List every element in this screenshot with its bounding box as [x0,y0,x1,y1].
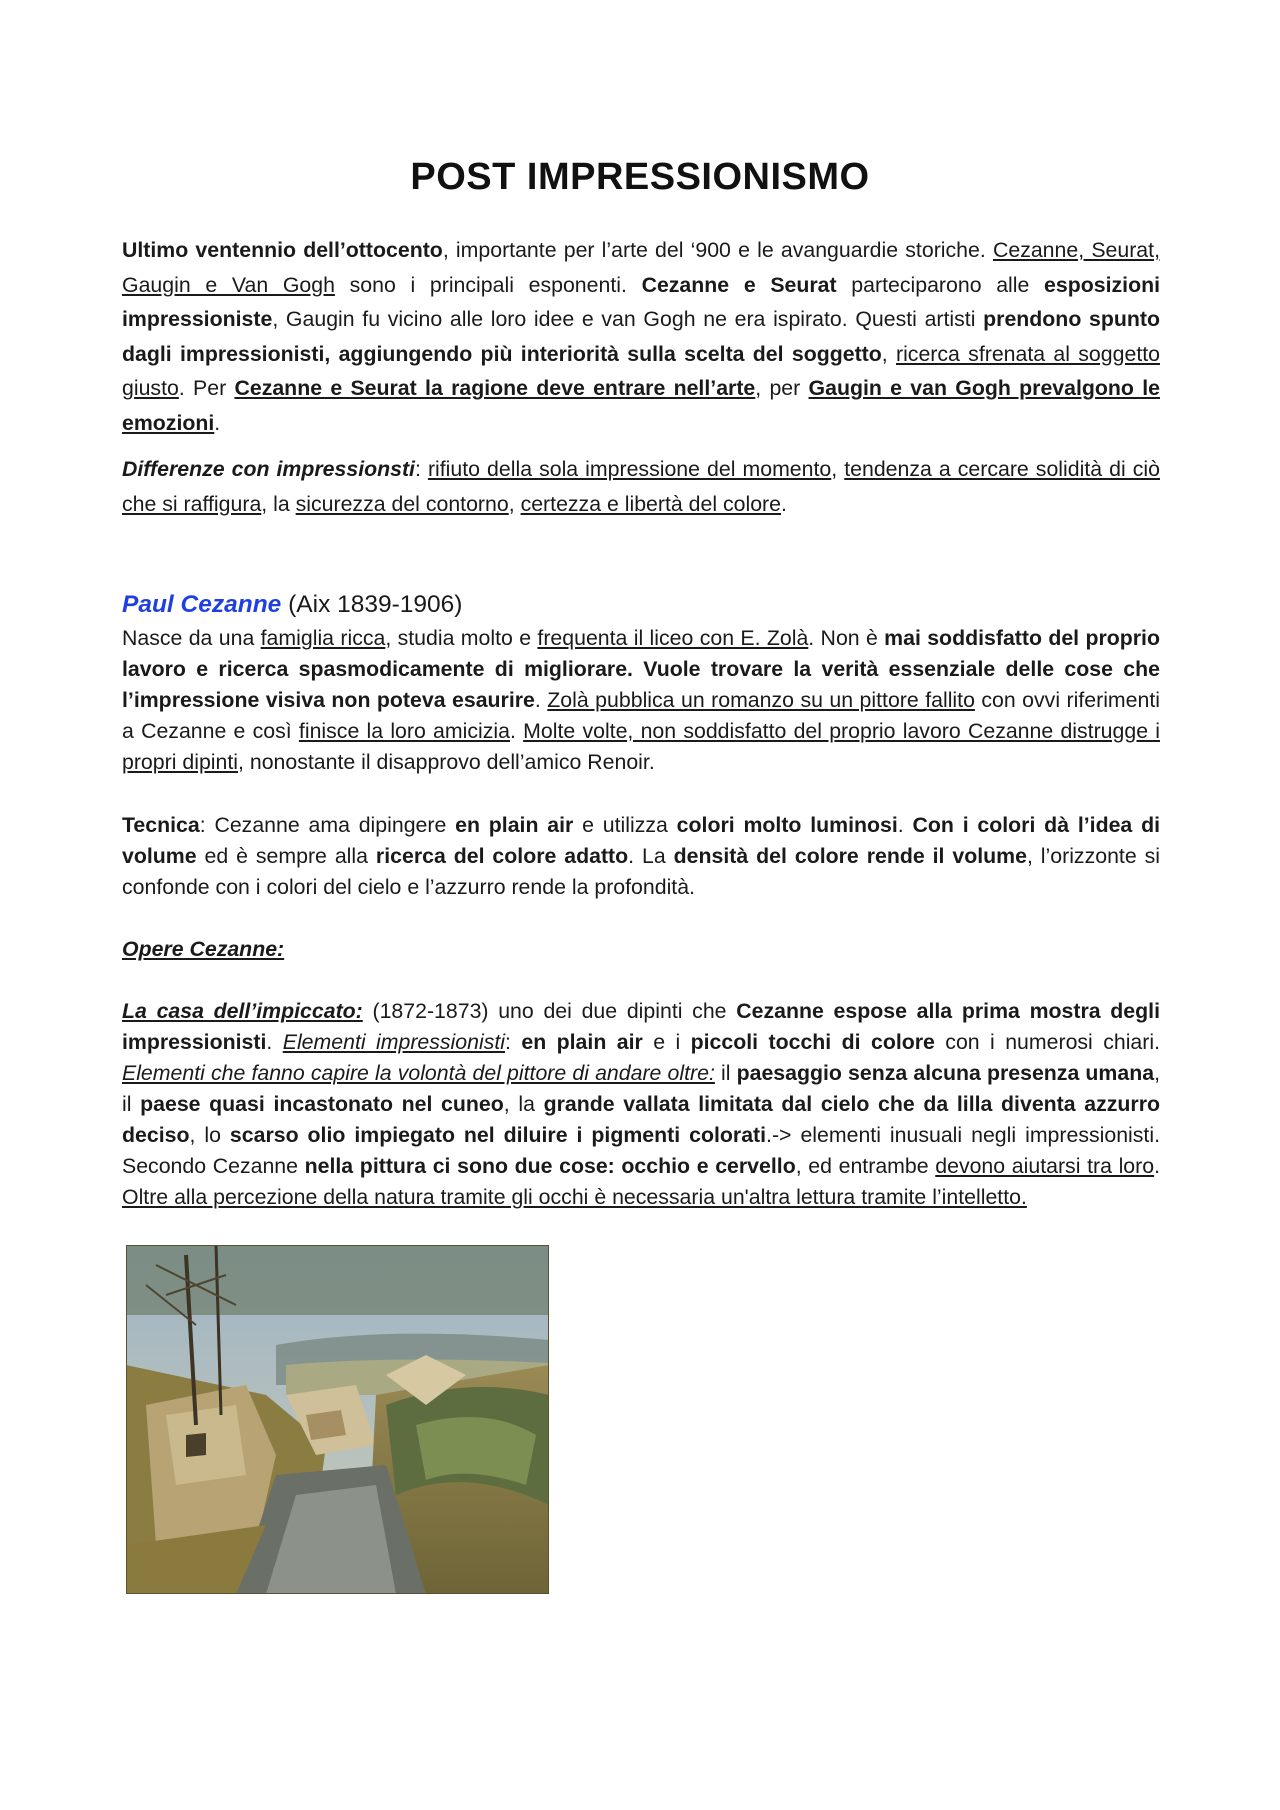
work-span: devono aiutarsi tra loro [935,1154,1155,1178]
work-span: : [505,1030,522,1054]
work-span: paese quasi incastonato nel cuneo [140,1092,504,1116]
bio-span: con ovvi riferimenti a Cezanne e così [122,688,1160,743]
cezanne-heading [122,588,1160,622]
work-title: La casa dell’impiccato: [122,999,363,1023]
intro-span: . Per [178,376,235,400]
intro-span: Cezanne, Seurat, Gaugin e Van Gogh [122,238,1160,297]
differences-span: rifiuto della sola impressione del momento [427,457,832,481]
bio-span: finisce la loro amicizia [298,719,510,743]
bio-span: famiglia ricca [260,626,386,650]
bio-span: . [534,688,548,712]
bio-span: Nasce da una [122,626,261,650]
differences-span: tendenza a cercare solidità di ciò che si raffigura [122,457,1160,516]
work-span: scarso olio impiegato nel diluire i pigmenti colorati [229,1123,767,1147]
differences-label: Differenze con impressionsti [122,457,415,481]
work-paragraph [122,996,1160,1213]
differences-span: certezza e libertà del colore [520,491,781,516]
technique-span: Con i colori dà l’idea di volume [122,813,1161,868]
intro-span: ricerca sfrenata al soggetto giusto [122,341,1160,400]
intro-span: , Gaugin fu vicino alle loro idee e van Gogh ne era ispirato. Questi artisti [272,307,984,331]
intro-span: Gaugin e van Gogh prevalgono le emozioni [122,376,1160,435]
work-span: il [714,1061,737,1085]
works-heading [122,934,1160,965]
technique-span: colori molto luminosi [676,813,898,837]
work-span: , lo [189,1123,230,1147]
painting-illustration [126,1245,549,1594]
technique-span: ricerca del colore adatto [375,844,629,868]
intro-span: Cezanne e Seurat la ragione deve entrare nell’arte [234,376,756,400]
page-title: POST IMPRESSIONISMO [410,156,870,198]
work-span: Cezanne espose alla prima mostra degli impressionisti [122,999,1160,1054]
work-span: en plain air [521,1030,643,1054]
painting-image [126,1245,549,1594]
differences-span: : [414,457,428,481]
intro-span: Ultimo ventennio dell’ottocento [122,238,443,262]
bio-span: Zolà pubblica un romanzo su un pittore fallito [547,688,975,712]
work-span: .-> elementi inusuali negli impressionisti. Secondo Cezanne [122,1123,1161,1178]
intro-span: Cezanne e Seurat [641,272,837,297]
work-span: con i numerosi chiari. [934,1030,1161,1054]
work-span: , la [503,1092,544,1116]
work-span: Elementi impressionisti [282,1030,506,1054]
intro-span: , per [755,376,809,400]
bio-span: . [509,719,524,743]
technique-paragraph [122,810,1160,903]
bio-span: , studia molto e [385,626,538,650]
intro-span: , importante per l’arte del ‘900 e le avanguardie storiche. [442,238,986,262]
work-span: , il [122,1061,1160,1116]
technique-span: : Cezanne ama dipingere [199,813,456,837]
bio-span: . Non è [808,626,885,650]
technique-span: . La [628,844,674,868]
differences-span: sicurezza del contorno [295,491,509,516]
work-span: Oltre alla percezione della natura tramite gli occhi è necessaria un'altra lettura tramite l’intelletto. [122,1185,1027,1209]
cezanne-bio [122,623,1160,778]
work-span: Elementi che fanno capire la volontà del pittore di andare oltre: [122,1061,715,1085]
work-span: grande vallata limitata dal cielo che da lilla diventa azzurro deciso [122,1092,1161,1147]
bio-span: frequenta il liceo con E. Zolà [537,626,809,650]
differences-span: . [781,491,787,516]
work-span: nella pittura ci sono due cose: occhio e cervello [304,1154,796,1178]
work-span: piccoli tocchi di colore [690,1030,935,1054]
intro-span: sono i principali esponenti. [334,272,642,297]
technique-span: en plain air [455,813,574,837]
intro-paragraph [122,233,1160,440]
work-span: paesaggio senza alcuna presenza umana [736,1061,1155,1085]
technique-span: , l’orizzonte si confonde con i colori del cielo e l’azzurro rende la profondità. [122,844,1160,899]
technique-span: e utilizza [573,813,677,837]
bio-span: Molte volte, non soddisfatto del proprio lavoro Cezanne distrugge i propri dipinti [122,719,1161,774]
differences-span: , [831,457,845,481]
intro-span: prendono spunto dagli impressionisti, aggiungendo più interiorità sulla scelta del soggetto [122,307,1160,366]
intro-span: , [881,341,896,366]
artist-dates: (Aix 1839-1906) [281,591,463,618]
differences-span: , la [261,491,296,516]
artist-name: Paul Cezanne [122,591,282,618]
technique-span: ed è sempre alla [196,844,376,868]
work-span: . [1154,1154,1161,1178]
bio-span: mai soddisfatto del proprio lavoro e ricerca spasmodicamente di migliorare. Vuole trovare la verità essenziale delle cose che l’impressione visiva non poteva esaurire [122,626,1160,712]
intro-span: esposizioni impressioniste [122,272,1160,331]
work-span: , ed entrambe [795,1154,936,1178]
work-span: (1872-1873) uno dei due dipinti che [362,999,737,1023]
technique-span: densità del colore rende il volume [673,844,1027,868]
bio-span: , nonostante il disapprovo dell’amico Renoir. [238,750,655,774]
work-span: . [266,1030,283,1054]
technique-span: . [897,813,913,837]
works-heading-text: Opere Cezanne: [122,937,285,961]
technique-label: Tecnica [122,813,200,837]
intro-span: . [214,410,221,435]
work-span: e i [642,1030,691,1054]
differences-paragraph [122,452,1160,521]
differences-span: , [508,491,521,516]
intro-span: parteciparono alle [836,272,1045,297]
